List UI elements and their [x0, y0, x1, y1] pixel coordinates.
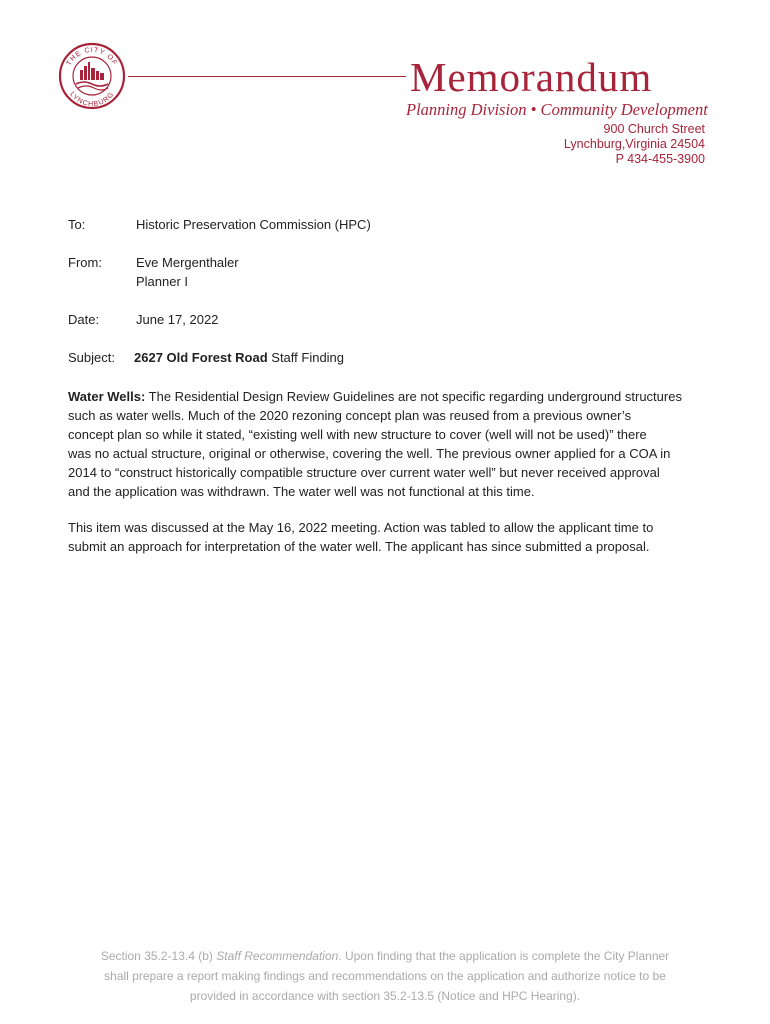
address-phone: P 434-455-3900 [615, 152, 705, 166]
paragraph-line: such as water wells. Much of the 2020 rezoning concept plan was reused from a previous owner’s [68, 408, 632, 423]
water-wells-heading: Water Wells: [68, 389, 146, 404]
paragraph-line: 2014 to “construct historically compatible structure over current water well” but never received approval [68, 465, 660, 480]
memo-subtitle: Planning Division • Community Development [406, 100, 708, 119]
paragraph-line [68, 387, 728, 406]
address-street: 900 Church Street [603, 122, 705, 136]
seal-text-bottom: LYNCHBURG [68, 90, 116, 109]
svg-text:LYNCHBURG [68, 91, 116, 108]
footer-italic-term: Staff Recommendation [216, 949, 339, 963]
subject-address: 2627 Old Forest Road [134, 350, 268, 365]
header-rule [128, 76, 406, 77]
address-city: Lynchburg,Virginia 24504 [563, 137, 705, 151]
to-value: Historic Preservation Commission (HPC) [136, 217, 371, 232]
paragraph-line: was no actual structure, original or otherwise, covering the well. The previous owner applied for a COA in [68, 446, 671, 461]
footer-text: Section 35.2-13.4 (b) [100, 949, 217, 963]
paragraph-text: The Residential Design Review Guidelines are not specific regarding underground structures [145, 389, 682, 404]
subject-rest: Staff Finding [267, 350, 345, 365]
seal-text-top: THE CITY OF [65, 46, 119, 68]
date-value: June 17, 2022 [136, 312, 219, 327]
paragraph-line: concept plan so while it stated, “existing well with new structure to cover (well will not be used)” there [68, 427, 647, 442]
footer-line: provided in accordance with section 35.2-13.5 (Notice and HPC Hearing). [189, 989, 581, 1003]
paragraph-line: and the application was withdrawn. The water well was not functional at this time. [68, 484, 535, 499]
footer-line: shall prepare a report making findings and recommendations on the application and authorize notice to be [104, 969, 666, 983]
footer-text: . Upon finding that the application is complete the City Planner [338, 949, 670, 963]
paragraph-line: submit an approach for interpretation of the water well. The applicant has since submitted a proposal. [68, 539, 650, 554]
footer-line [60, 946, 710, 966]
memo-title: Memorandum [410, 54, 653, 100]
meeting-paragraph [68, 518, 728, 556]
from-name: Eve Mergenthaler [136, 255, 239, 270]
to-label: To: [68, 217, 86, 232]
paragraph-line: This item was discussed at the May 16, 2022 meeting. Action was tabled to allow the applicant time to [68, 520, 654, 535]
footer-note [60, 946, 710, 1006]
subject-value [134, 348, 344, 367]
water-wells-paragraph [68, 387, 728, 501]
from-title: Planner I [136, 274, 189, 289]
from-label: From: [68, 255, 102, 270]
subject-label: Subject: [68, 350, 115, 365]
city-seal-logo [58, 40, 126, 112]
date-label: Date: [68, 312, 100, 327]
